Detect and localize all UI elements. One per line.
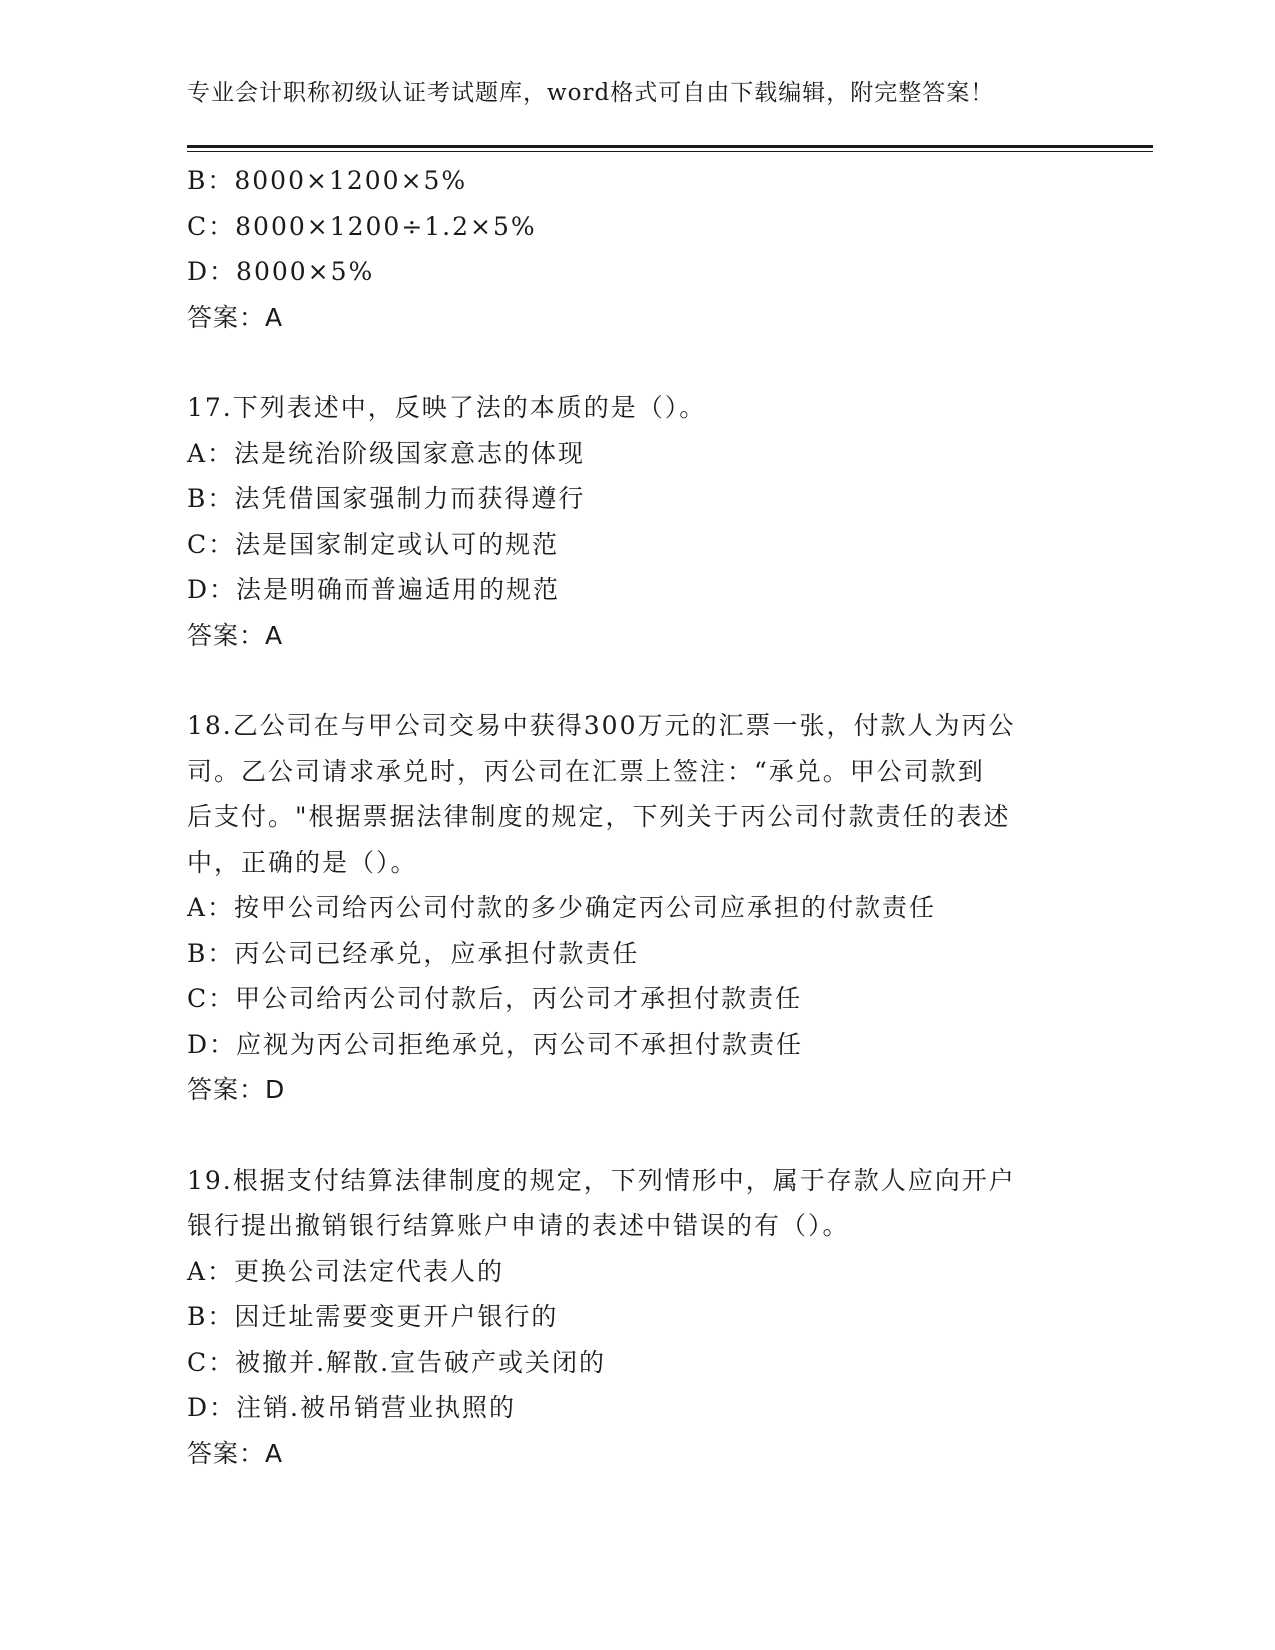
question-stem: 17.下列表述中，反映了法的本质的是（）。	[187, 393, 707, 422]
header-rule	[187, 145, 1153, 148]
question-stem: 后支付。"根据票据法律制度的规定，下列关于丙公司付款责任的表述	[187, 802, 1011, 831]
document-body	[187, 158, 1087, 1476]
question-stem: 司。乙公司请求承兑时，丙公司在汇票上签注：“承兑。甲公司款到	[187, 756, 985, 786]
answer-line: 答案：A	[187, 620, 284, 650]
question-16-continued	[187, 158, 1087, 340]
option-b: B：法凭借国家强制力而获得遵行	[187, 484, 586, 513]
option-b: B：因迁址需要变更开户银行的	[187, 1302, 559, 1331]
option-d: D：注销.被吊销营业执照的	[187, 1393, 516, 1422]
option-d: D：应视为丙公司拒绝承兑，丙公司不承担付款责任	[187, 1029, 804, 1059]
option-d: D：8000×5%	[187, 257, 375, 286]
answer-line: 答案：A	[187, 302, 284, 332]
page-header: 专业会计职称初级认证考试题库，word格式可自由下载编辑，附完整答案！	[187, 80, 995, 106]
spacer	[187, 1113, 1087, 1158]
answer-line: 答案：A	[187, 1438, 284, 1468]
spacer	[187, 340, 1087, 385]
question-stem: 19.根据支付结算法律制度的规定，下列情形中，属于存款人应向开户	[187, 1165, 1016, 1195]
question-stem: 银行提出撤销银行结算账户申请的表述中错误的有（）。	[187, 1211, 850, 1240]
option-c: C：被撤并.解散.宣告破产或关闭的	[187, 1347, 607, 1377]
header-rule-thin	[187, 151, 1153, 152]
question-stem: 18.乙公司在与甲公司交易中获得300万元的汇票一张，付款人为丙公	[187, 711, 1016, 740]
question-19	[187, 1158, 1087, 1477]
question-18	[187, 703, 1087, 1113]
option-a: A：按甲公司给丙公司付款的多少确定丙公司应承担的付款责任	[187, 893, 937, 922]
option-a: A：更换公司法定代表人的	[187, 1256, 505, 1286]
option-c: C：8000×1200÷1.2×5%	[187, 211, 537, 241]
option-c: C：甲公司给丙公司付款后，丙公司才承担付款责任	[187, 984, 803, 1013]
option-b: B：丙公司已经承兑，应承担付款责任	[187, 938, 640, 968]
answer-line: 答案：D	[187, 1075, 286, 1104]
question-17	[187, 385, 1087, 658]
option-d: D：法是明确而普遍适用的规范	[187, 575, 561, 604]
option-b: B：8000×1200×5%	[187, 166, 468, 195]
question-stem: 中，正确的是（）。	[187, 847, 418, 877]
spacer	[187, 658, 1087, 703]
option-c: C：法是国家制定或认可的规范	[187, 529, 560, 559]
option-a: A：法是统治阶级国家意志的体现	[187, 438, 586, 468]
